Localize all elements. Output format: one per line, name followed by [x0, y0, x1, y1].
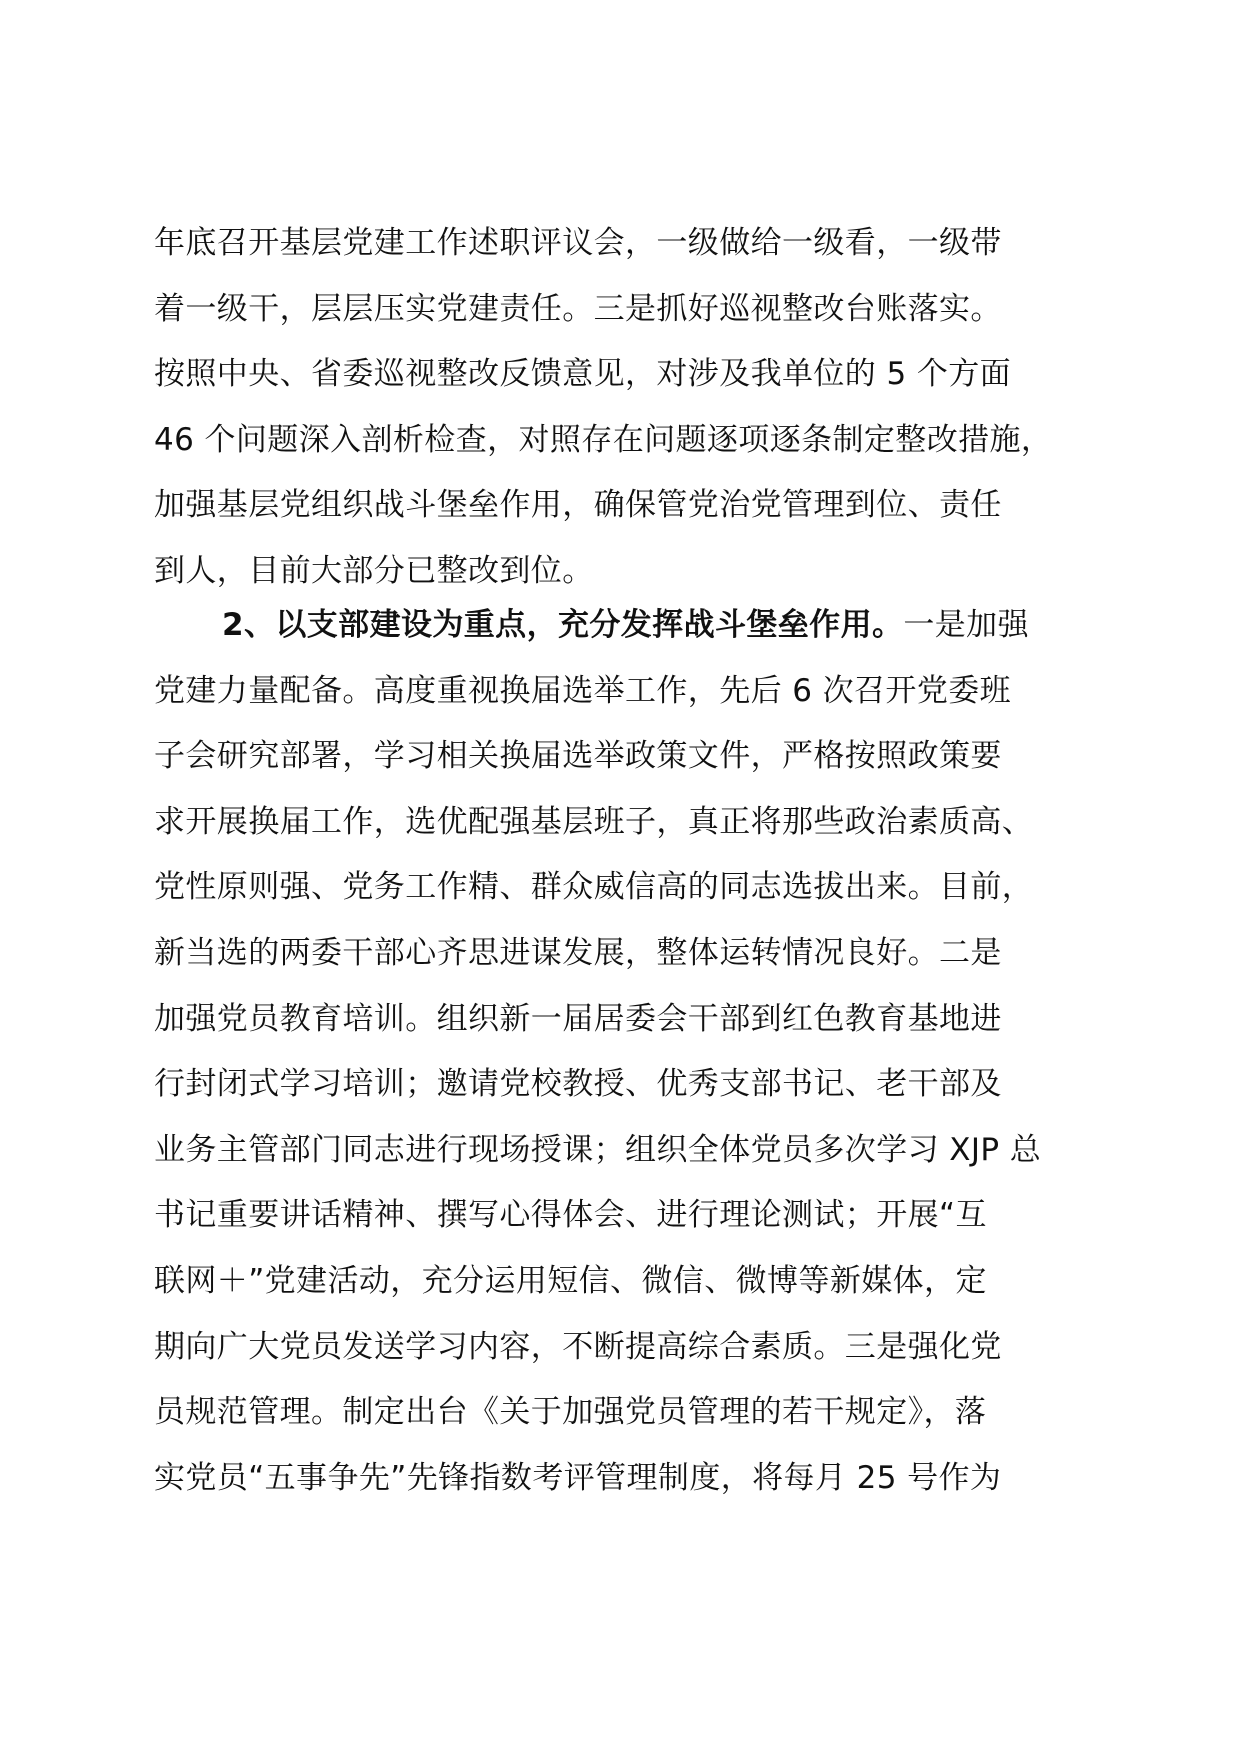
paragraph-2-line-2: 党建力量配备。高度重视换届选举工作，先后 6 次召开党委班 — [154, 672, 1012, 709]
section-heading: 2、以支部建设为重点，充分发挥战斗堡垒作用。 — [222, 607, 904, 643]
paragraph-1 — [154, 211, 1114, 605]
paragraph-1-line-1: 年底召开基层党建工作述职评议会，一级做给一级看，一级带 — [154, 225, 1002, 261]
paragraph-2-line-3: 子会研究部署，学习相关换届选举政策文件，严格按照政策要 — [154, 738, 1002, 775]
paragraph-2-line-10: 书记重要讲话精神、撰写心得体会、进行理论测试；开展“互 — [154, 1197, 987, 1234]
paragraph-2-line-5: 党性原则强、党务工作精、群众威信高的同志选拔出来。目前， — [154, 869, 1034, 906]
paragraph-1-line-5: 加强基层党组织战斗堡垒作用，确保管党治党管理到位、责任 — [154, 487, 1002, 524]
paragraph-2-line-7: 加强党员教育培训。组织新一届居委会干部到红色教育基地进 — [154, 1000, 1002, 1037]
paragraph-2-first-line-text: 一是加强 — [903, 607, 1029, 643]
paragraph-1-line-3: 按照中央、省委巡视整改反馈意见，对涉及我单位的 5 个方面 — [154, 356, 1012, 393]
paragraph-2-line-1 — [154, 593, 1114, 659]
paragraph-2-line-8: 行封闭式学习培训；邀请党校教授、优秀支部书记、老干部及 — [154, 1066, 1002, 1103]
paragraph-2-line-9: 业务主管部门同志进行现场授课；组织全体党员多次学习 XJP 总 — [154, 1131, 1042, 1168]
paragraph-1-line-2: 着一级干，层层压实党建责任。三是抓好巡视整改台账落实。 — [154, 290, 1002, 327]
paragraph-2-line-6: 新当选的两委干部心齐思进谋发展，整体运转情况良好。二是 — [154, 934, 1002, 971]
paragraph-1-line-6: 到人，目前大部分已整改到位。 — [154, 552, 594, 589]
paragraph-2-line-11: 联网＋”党建活动，充分运用短信、微信、微博等新媒体，定 — [154, 1262, 987, 1299]
paragraph-2-line-14: 实党员“五事争先”先锋指数考评管理制度，将每月 25 号作为 — [154, 1459, 1002, 1496]
paragraph-2 — [154, 593, 1114, 1511]
paragraph-2-line-12: 期向广大党员发送学习内容，不断提高综合素质。三是强化党 — [154, 1328, 1002, 1365]
paragraph-2-line-4: 求开展换届工作，选优配强基层班子，真正将那些政治素质高、 — [154, 803, 1034, 840]
paragraph-2-line-13: 员规范管理。制定出台《关于加强党员管理的若干规定》，落 — [154, 1394, 987, 1431]
paragraph-1-line-4: 46 个问题深入剖析检查，对照存在问题逐项逐条制定整改措施， — [154, 421, 1053, 458]
